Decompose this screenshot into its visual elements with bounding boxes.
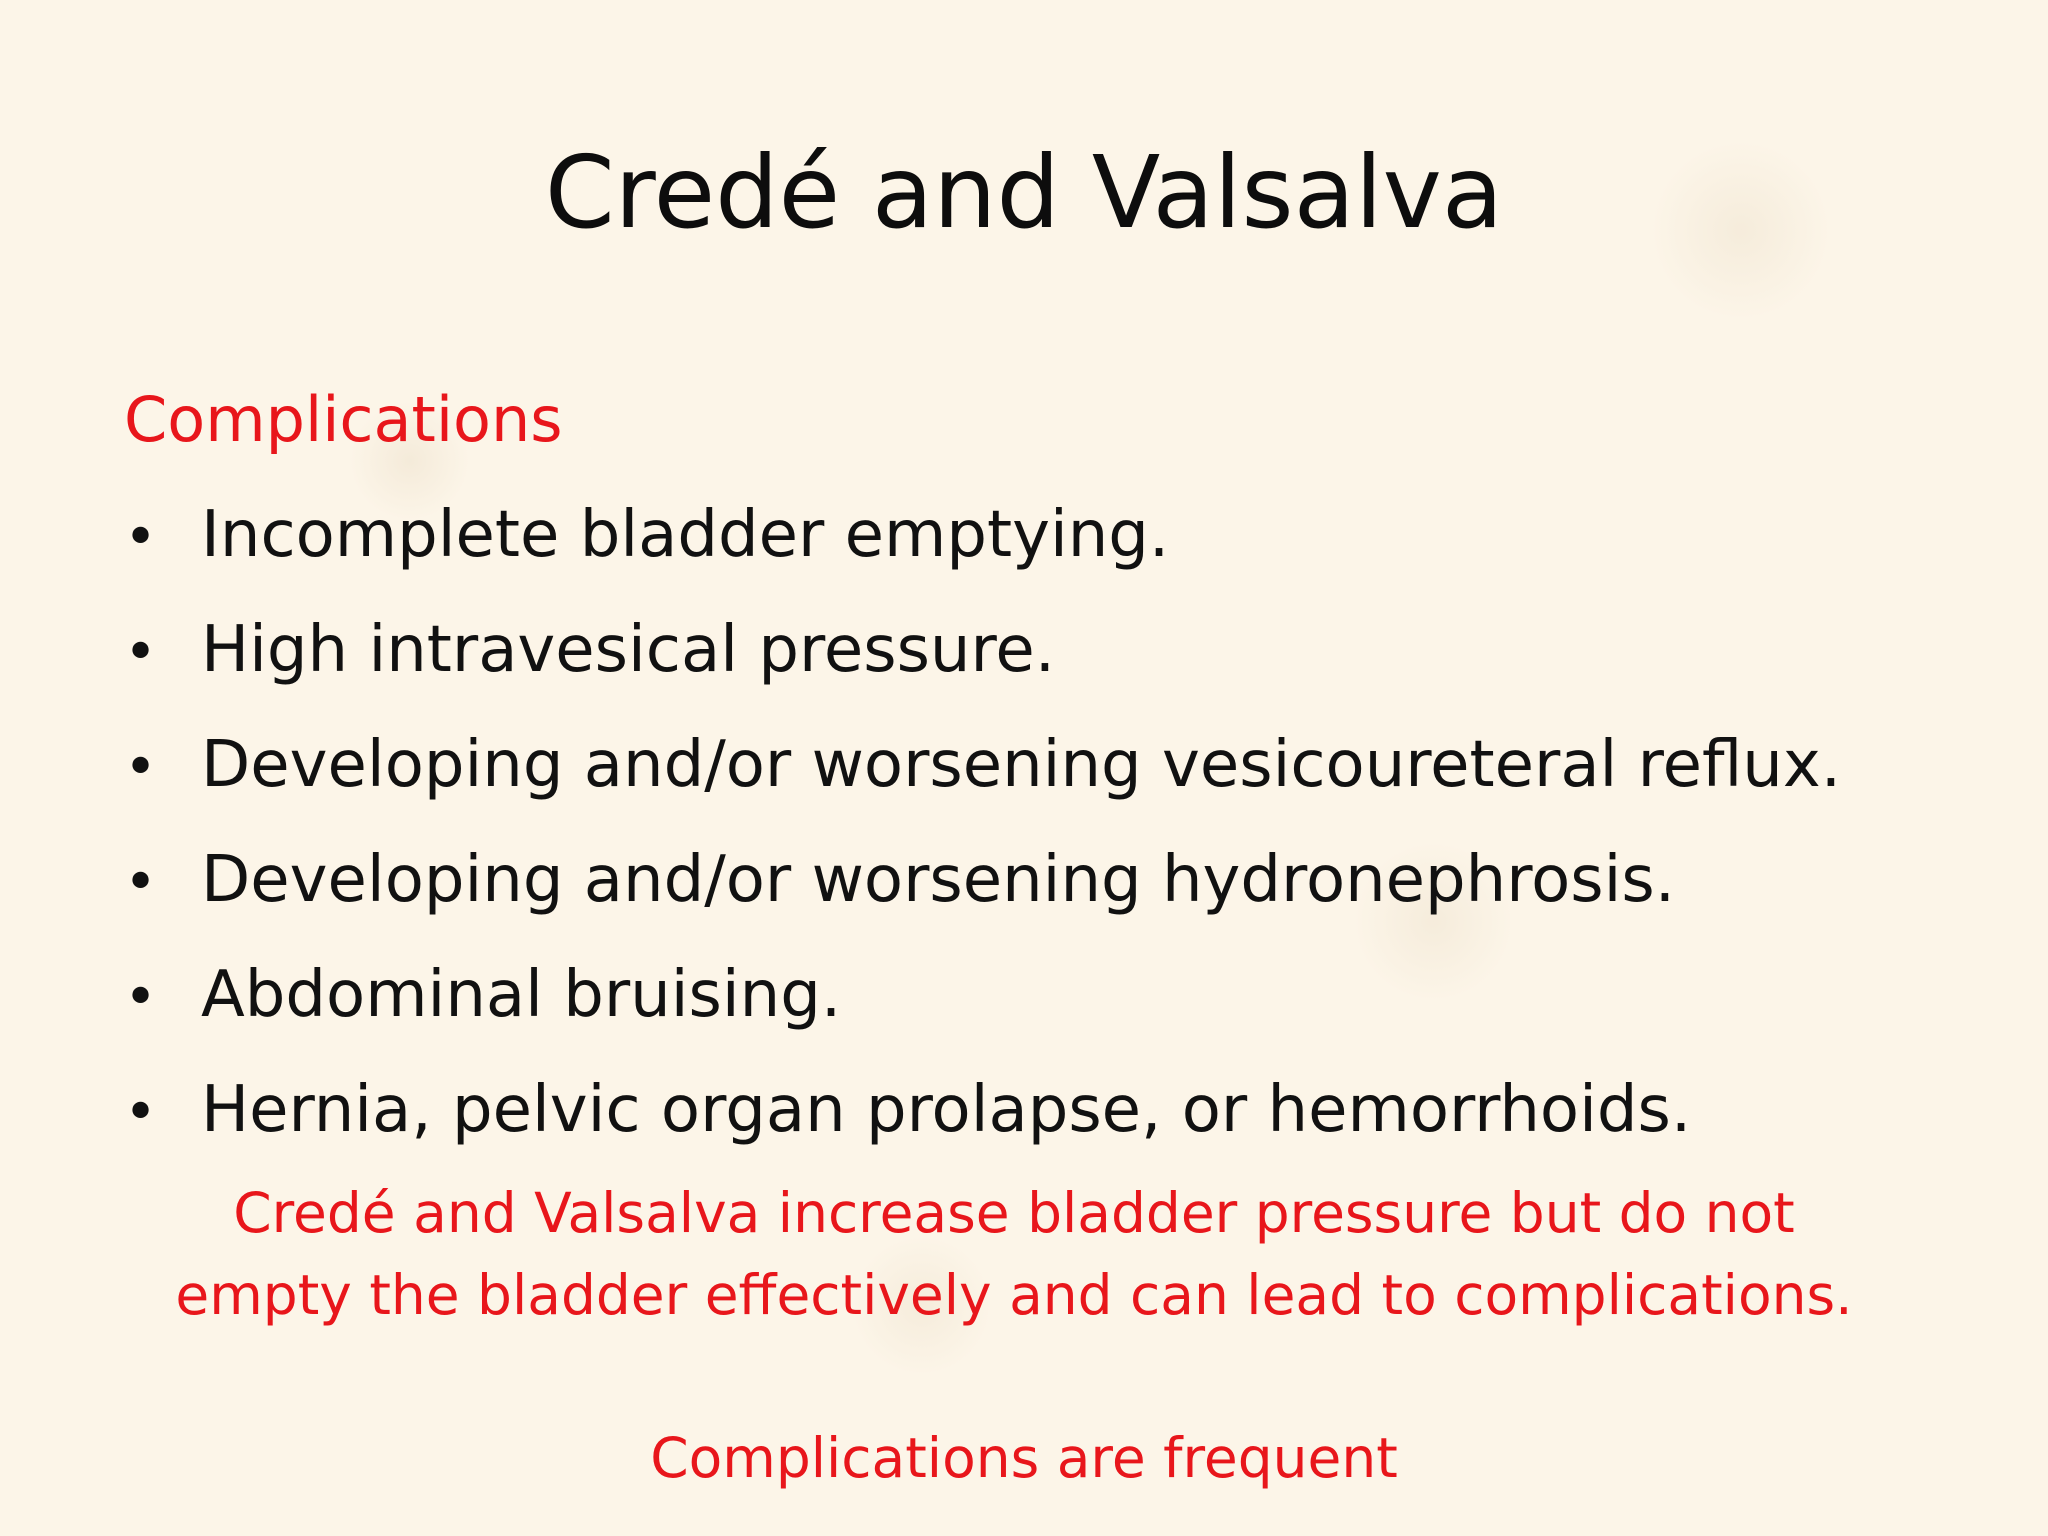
- bullet-icon: •: [124, 620, 158, 685]
- slide-title: Credé and Valsalva: [544, 134, 1504, 251]
- footer-statement: Complications are frequent: [650, 1426, 1398, 1490]
- summary-note: [124, 1172, 1904, 1336]
- bullet-icon: •: [124, 1080, 158, 1145]
- list-item-text: Developing and/or worsening hydronephrosis.: [201, 843, 1676, 917]
- bullet-icon: •: [124, 505, 158, 570]
- complications-list: [124, 490, 1841, 1180]
- list-item: [124, 1065, 1841, 1180]
- bullet-icon: •: [124, 965, 158, 1030]
- list-item-text: High intravesical pressure.: [201, 613, 1056, 687]
- summary-note-line-1: Credé and Valsalva increase bladder pressure but do not: [233, 1181, 1795, 1245]
- list-item: [124, 835, 1841, 950]
- list-item: [124, 950, 1841, 1065]
- list-item: [124, 490, 1841, 605]
- summary-note-line-2: empty the bladder effectively and can lead to complications.: [175, 1263, 1853, 1327]
- complications-subheading: Complications: [124, 383, 563, 456]
- list-item-text: Hernia, pelvic organ prolapse, or hemorrhoids.: [201, 1073, 1692, 1147]
- bullet-icon: •: [124, 735, 158, 800]
- list-item-text: Developing and/or worsening vesicoureteral reflux.: [201, 728, 1842, 802]
- list-item: [124, 605, 1841, 720]
- list-item: [124, 720, 1841, 835]
- list-item-text: Abdominal bruising.: [201, 958, 842, 1032]
- bullet-icon: •: [124, 850, 158, 915]
- list-item-text: Incomplete bladder emptying.: [201, 498, 1170, 572]
